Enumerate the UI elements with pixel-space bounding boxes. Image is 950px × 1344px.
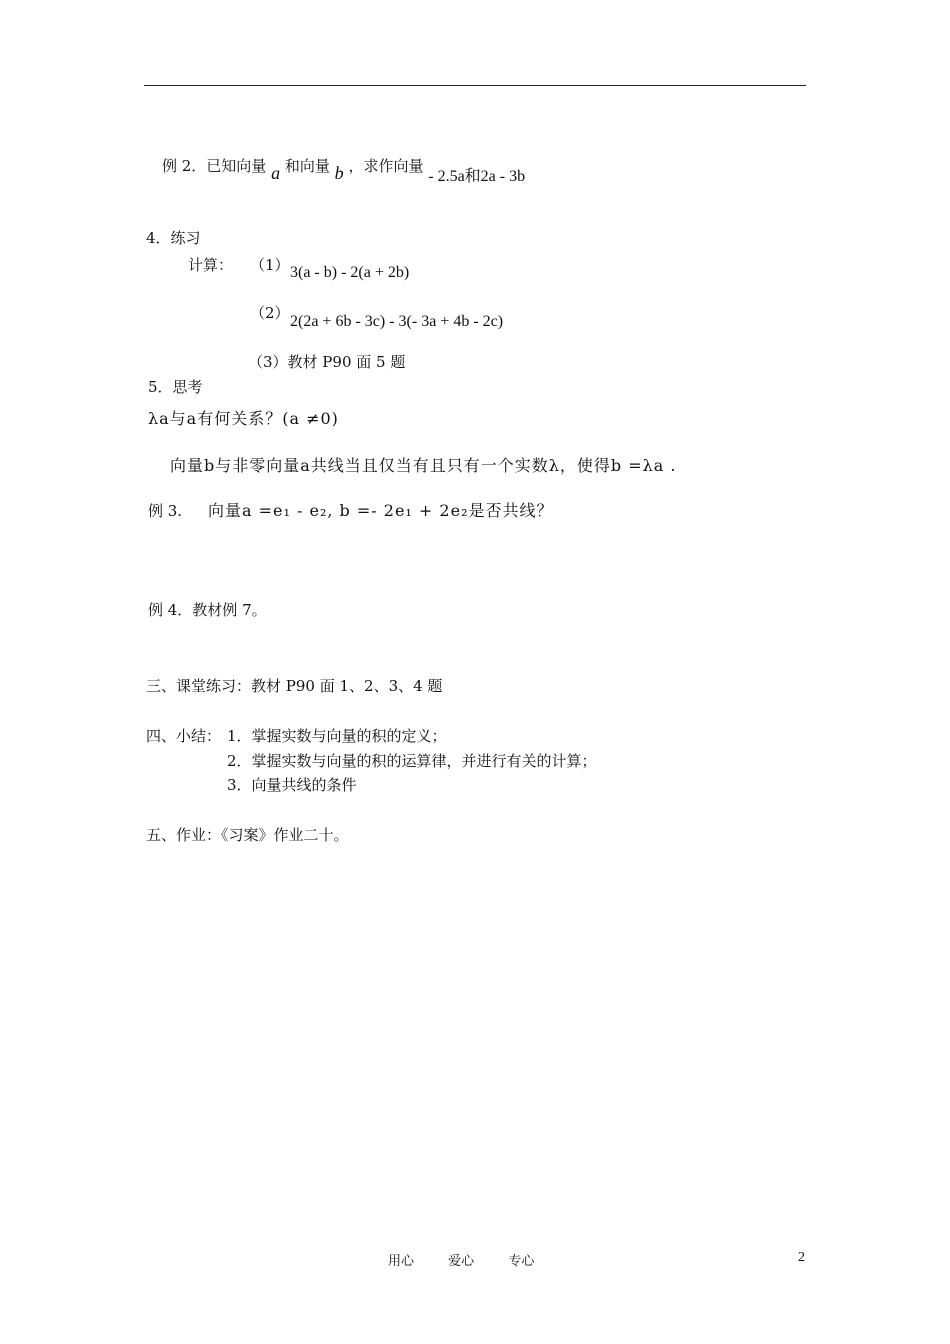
collinear-theorem: 向量b与非零向量a共线当且仅当有且只有一个实数λ，使得b =λa . <box>170 456 677 475</box>
summary-item: 3．向量共线的条件 <box>227 776 357 794</box>
page-number: 2 <box>798 1250 805 1265</box>
footer-word-1: 用心 <box>388 1254 415 1269</box>
summary-item: 1．掌握实数与向量的积的定义； <box>227 727 447 745</box>
footer-word-3: 专心 <box>508 1254 535 1269</box>
practice-heading: 4．练习 <box>146 229 201 247</box>
section-homework: 五、作业：《习案》作业二十。 <box>146 826 349 844</box>
practice-q3: （3）教材 P90 面 5 题 <box>248 353 406 371</box>
example-2-mid: 和向量 <box>284 157 330 175</box>
practice-q2-number: （2） <box>250 304 290 322</box>
example-2-label: 例 2．已知向量 <box>162 157 267 175</box>
vector-a: a <box>271 163 281 183</box>
section-summary-label: 四、小结： <box>146 727 222 745</box>
example-3-label: 例 3. <box>148 502 183 520</box>
header-rule <box>144 85 806 86</box>
example-2 <box>162 155 526 185</box>
example-3-expression: 向量a =e₁ - e₂, b =- 2e₁ + 2e₂是否共线？ <box>208 501 554 520</box>
think-question: λa与a有何关系？(a ≠0) <box>148 409 339 428</box>
summary-item: 2．掌握实数与向量的积的运算律，并进行有关的计算； <box>227 752 597 770</box>
think-heading: 5．思考 <box>148 378 203 396</box>
section-classroom-practice: 三、课堂练习：教材 P90 面 1、2、3、4 题 <box>146 677 443 695</box>
example-4: 例 4．教材例 7。 <box>148 601 267 619</box>
vector-b: b <box>334 163 344 183</box>
practice-calc-label: 计算： <box>188 256 234 274</box>
practice-q1-number: （1） <box>250 256 290 274</box>
practice-q1-expression: 3(a - b) - 2(a + 2b) <box>290 264 410 281</box>
example-2-tail: ，求作向量 <box>348 157 424 175</box>
example-2-expression: - 2.5a和2a - 3b <box>428 168 526 185</box>
footer <box>388 1250 564 1269</box>
practice-q2-expression: 2(2a + 6b - 3c) - 3(- 3a + 4b - 2c) <box>290 313 504 330</box>
footer-word-2: 爱心 <box>448 1254 475 1269</box>
